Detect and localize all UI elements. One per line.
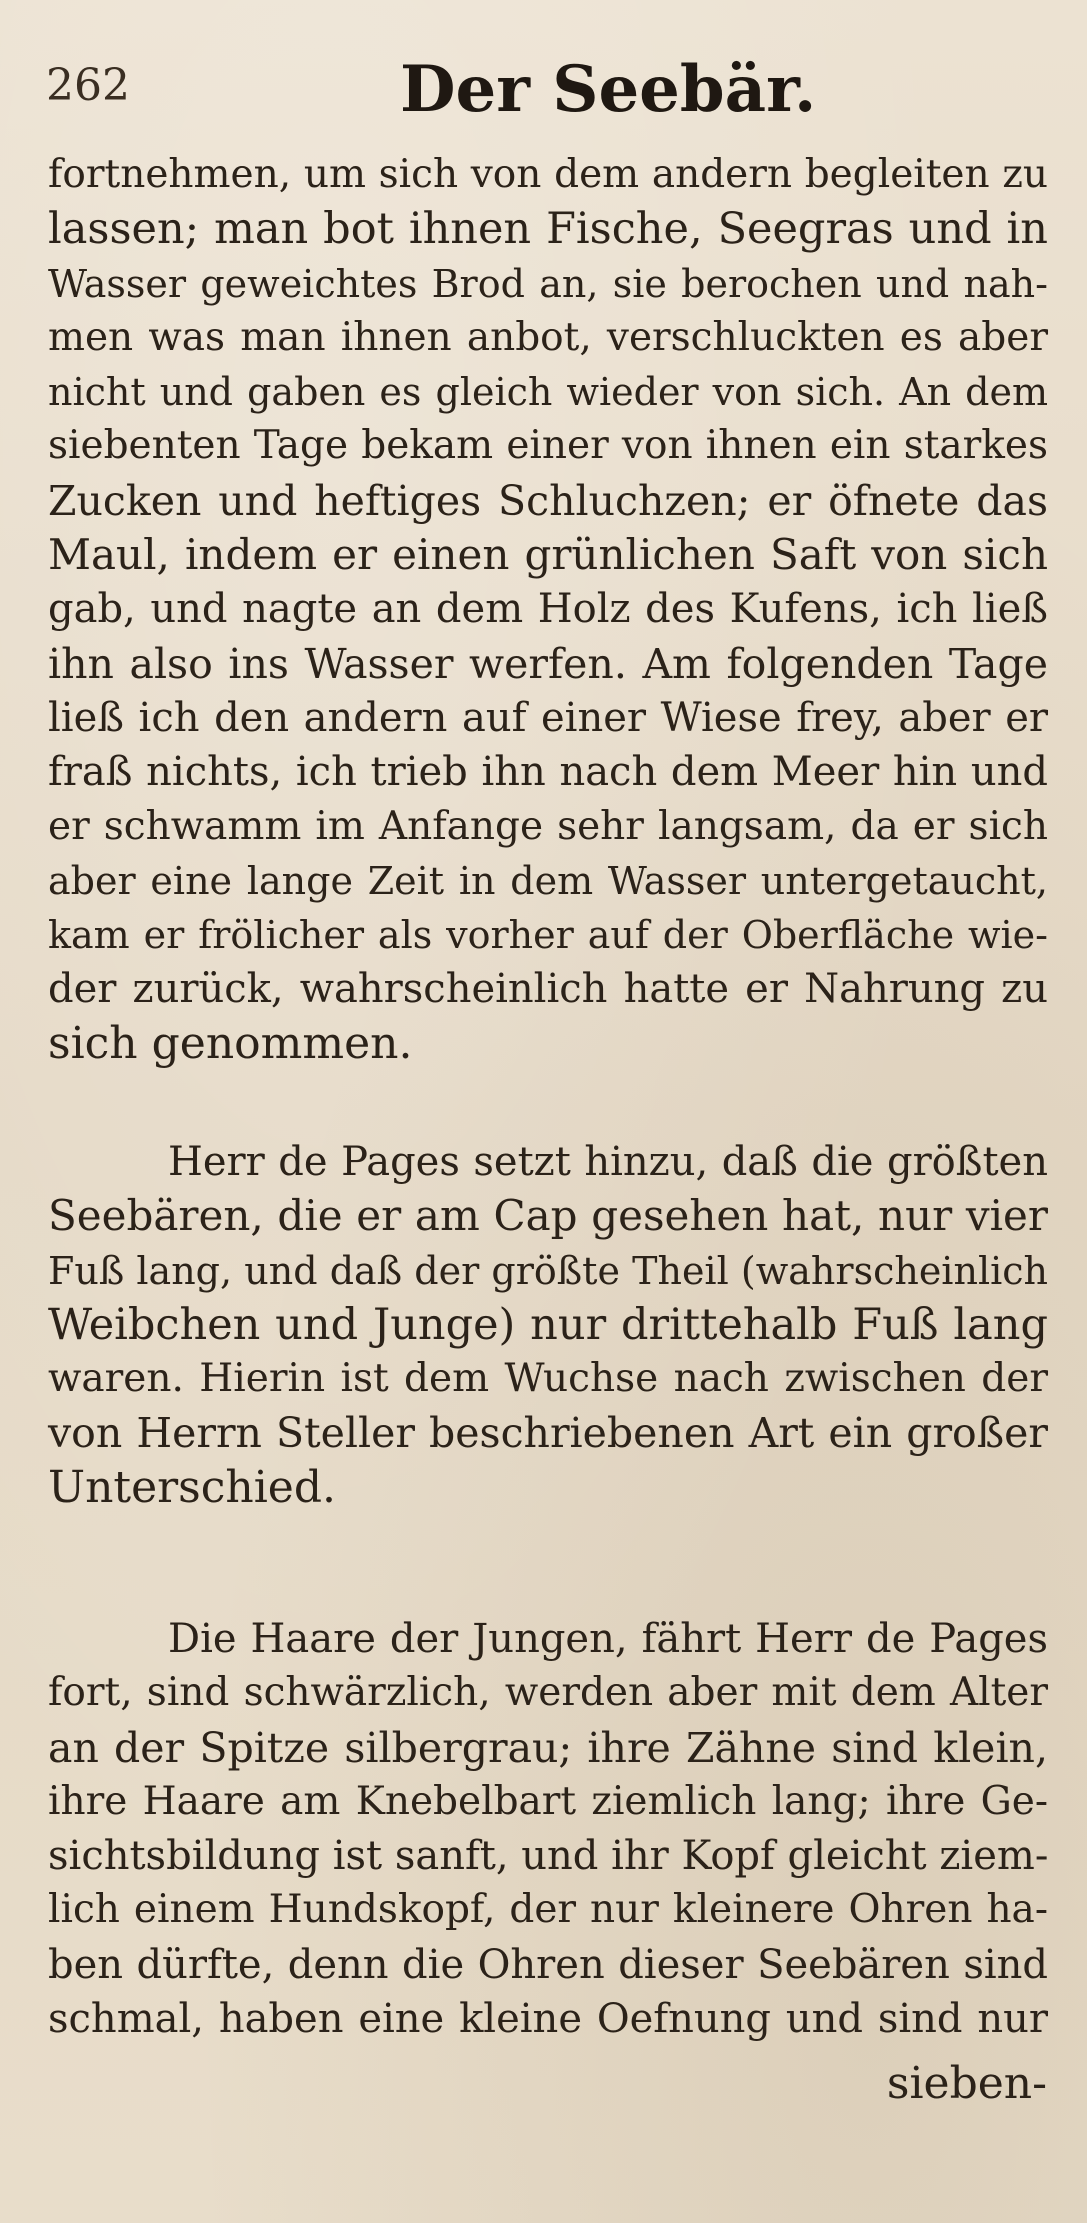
- text-line: an der Spitze silbergrau; ihre Zähne sind klein,: [48, 1723, 1048, 1772]
- running-title: Der Seebär.: [400, 52, 817, 127]
- text-line: siebenten Tage bekam einer von ihnen ein starkes: [48, 423, 1048, 469]
- text-line: fort, sind schwärzlich, werden aber mit dem Alter: [48, 1670, 1048, 1716]
- text-line: aber eine lange Zeit in dem Wasser untergetaucht,: [48, 858, 1048, 903]
- paragraph-1: [48, 148, 1048, 1071]
- text-line: ließ ich den andern auf einer Wiese frey, aber er: [48, 694, 1048, 741]
- text-line: lassen; man bot ihnen Fische, Seegras und in: [48, 204, 1048, 255]
- text-line: Maul, indem er einen grünlichen Saft von sich: [48, 530, 1048, 580]
- text-line: fortnehmen, um sich von dem andern begleiten zu: [48, 152, 1048, 197]
- text-line: er schwamm im Anfange sehr langsam, da er sich: [48, 803, 1048, 849]
- text-line: Zucken und heftiges Schluchzen; er öfnete das: [48, 476, 1048, 525]
- text-line: ben dürfte, denn die Ohren dieser Seebären sind: [48, 1941, 1048, 1988]
- page-header: [0, 42, 1087, 132]
- text-line: men was man ihnen anbot, verschluckten es aber: [48, 314, 1048, 360]
- text-line: sichtsbildung ist sanft, und ihr Kopf gleicht ziem-: [48, 1833, 1049, 1880]
- paragraph-2: [48, 1135, 1048, 1515]
- paragraph-3: [48, 1612, 1048, 2046]
- text-line: nicht und gaben es gleich wieder von sich. An dem: [48, 370, 1048, 415]
- text-line: kam er frölicher als vorher auf der Oberfläche wie-: [48, 913, 1048, 958]
- text-line: waren. Hierin ist dem Wuchse nach zwischen der: [48, 1356, 1048, 1402]
- text-line: ihn also ins Wasser werfen. Am folgenden Tage: [48, 639, 1048, 688]
- page-number: 262: [46, 60, 130, 111]
- text-line: Wasser geweichtes Brod an, sie berochen und nah-: [48, 261, 1048, 306]
- text-line: der zurück, wahrscheinlich hatte er Nahrung zu: [48, 966, 1048, 1013]
- text-line: von Herrn Steller beschriebenen Art ein großer: [48, 1409, 1048, 1458]
- text-line: Herr de Pages setzt hinzu, daß die größten: [168, 1139, 1048, 1185]
- text-line: schmal, haben eine kleine Oefnung und sind nur: [48, 1996, 1048, 2043]
- text-line: Unterschied.: [48, 1461, 336, 1513]
- text-line: Fuß lang, und daß der größte Theil (wahrscheinlich: [48, 1248, 1048, 1293]
- text-line: fraß nichts, ich trieb ihn nach dem Meer hin und: [48, 749, 1048, 796]
- text-line: gab, und nagte an dem Holz des Kufens, ich ließ: [48, 586, 1048, 633]
- text-line: Seebären, die er am Cap gesehen hat, nur vier: [48, 1191, 1048, 1241]
- text-line: Weibchen und Junge) nur drittehalb Fuß lang: [48, 1299, 1048, 1350]
- catchword: sieben-: [886, 2058, 1047, 2109]
- text-line: ihre Haare am Knebelbart ziemlich lang; ihre Ge-: [48, 1778, 1048, 1824]
- text-line: Die Haare der Jungen, fährt Herr de Pages: [168, 1616, 1048, 1662]
- text-line: lich einem Hundskopf, der nur kleinere Ohren ha-: [48, 1887, 1048, 1933]
- text-line: sich genommen.: [48, 1017, 413, 1069]
